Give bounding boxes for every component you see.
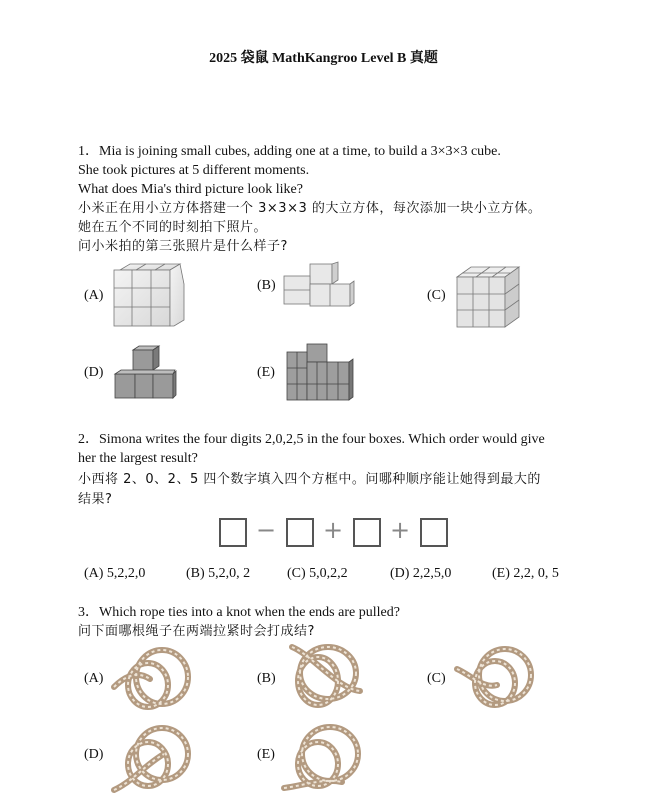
- q1-option-e-cube-figure: [283, 342, 355, 402]
- q1-text-line-2: She took pictures at 5 different moments.: [78, 163, 310, 178]
- q1-option-d-cube-figure: [113, 344, 177, 402]
- q2-choice-c: (C) 5,0,2,2: [287, 566, 348, 581]
- q3-option-e-label: (E): [257, 747, 275, 762]
- q2-box-3: [353, 518, 381, 547]
- q3-option-c-rope-icon: [455, 645, 537, 711]
- q1-text-line-3: What does Mia's third picture look like?: [78, 182, 303, 197]
- q2-cn-line-1: 小西将 2、0、2、5 四个数字填入四个方框中。问哪种顺序能让她得到最大的: [78, 472, 541, 487]
- q1-cn-line-1: 小米正在用小立方体搭建一个 3×3×3 的大立方体，每次添加一块小立方体。: [78, 201, 542, 216]
- q2-choice-a: (A) 5,2,2,0: [84, 566, 146, 581]
- q3-option-b-label: (B): [257, 671, 276, 686]
- q2-operator-plus-2: +: [390, 516, 411, 544]
- q2-box-1: [219, 518, 247, 547]
- q1-option-d-label: (D): [84, 365, 104, 380]
- q2-box-2: [286, 518, 314, 547]
- q2-text-line-2: her the largest result?: [78, 451, 198, 466]
- q2-operator-plus-1: +: [323, 516, 344, 544]
- q1-cn-line-2: 她在五个不同的时刻拍下照片。: [78, 220, 268, 235]
- q2-choice-e: (E) 2,2, 0, 5: [492, 566, 559, 581]
- q2-choice-d: (D) 2,2,5,0: [390, 566, 452, 581]
- q2-box-4: [420, 518, 448, 547]
- q3-cn-line: 问下面哪根绳子在两端拉紧时会打成结?: [78, 624, 315, 639]
- q1-option-b-cube-figure: [282, 262, 355, 308]
- q1-text-line-1: 1．Mia is joining small cubes, adding one at a time, to build a 3×3×3 cube.: [78, 144, 501, 159]
- q1-option-b-label: (B): [257, 278, 276, 293]
- q1-option-c-cube-figure: [455, 265, 521, 329]
- q2-operator-minus: −: [256, 516, 277, 544]
- q1-cn-line-3: 问小米拍的第三张照片是什么样子?: [78, 239, 288, 254]
- q3-text-line: 3．Which rope ties into a knot when the ends are pulled?: [78, 605, 400, 620]
- q3-option-b-rope-icon: [282, 645, 364, 713]
- q1-option-a-label: (A): [84, 288, 104, 303]
- q2-choice-b: (B) 5,2,0, 2: [186, 566, 251, 581]
- q2-cn-line-2: 结果?: [78, 492, 113, 507]
- q2-text-line-1: 2．Simona writes the four digits 2,0,2,5 in the four boxes. Which order would give: [78, 432, 545, 447]
- q3-option-d-label: (D): [84, 747, 104, 762]
- q3-option-a-rope-icon: [112, 645, 192, 715]
- q1-option-c-label: (C): [427, 288, 446, 303]
- q3-option-a-label: (A): [84, 671, 104, 686]
- page-title: 2025 袋鼠 MathKangroo Level B 真题: [209, 51, 438, 66]
- q3-option-e-rope-icon: [282, 724, 364, 794]
- q3-option-c-label: (C): [427, 671, 446, 686]
- q1-option-a-cube-figure: [112, 262, 187, 328]
- q1-option-e-label: (E): [257, 365, 275, 380]
- q3-option-d-rope-icon: [112, 724, 192, 794]
